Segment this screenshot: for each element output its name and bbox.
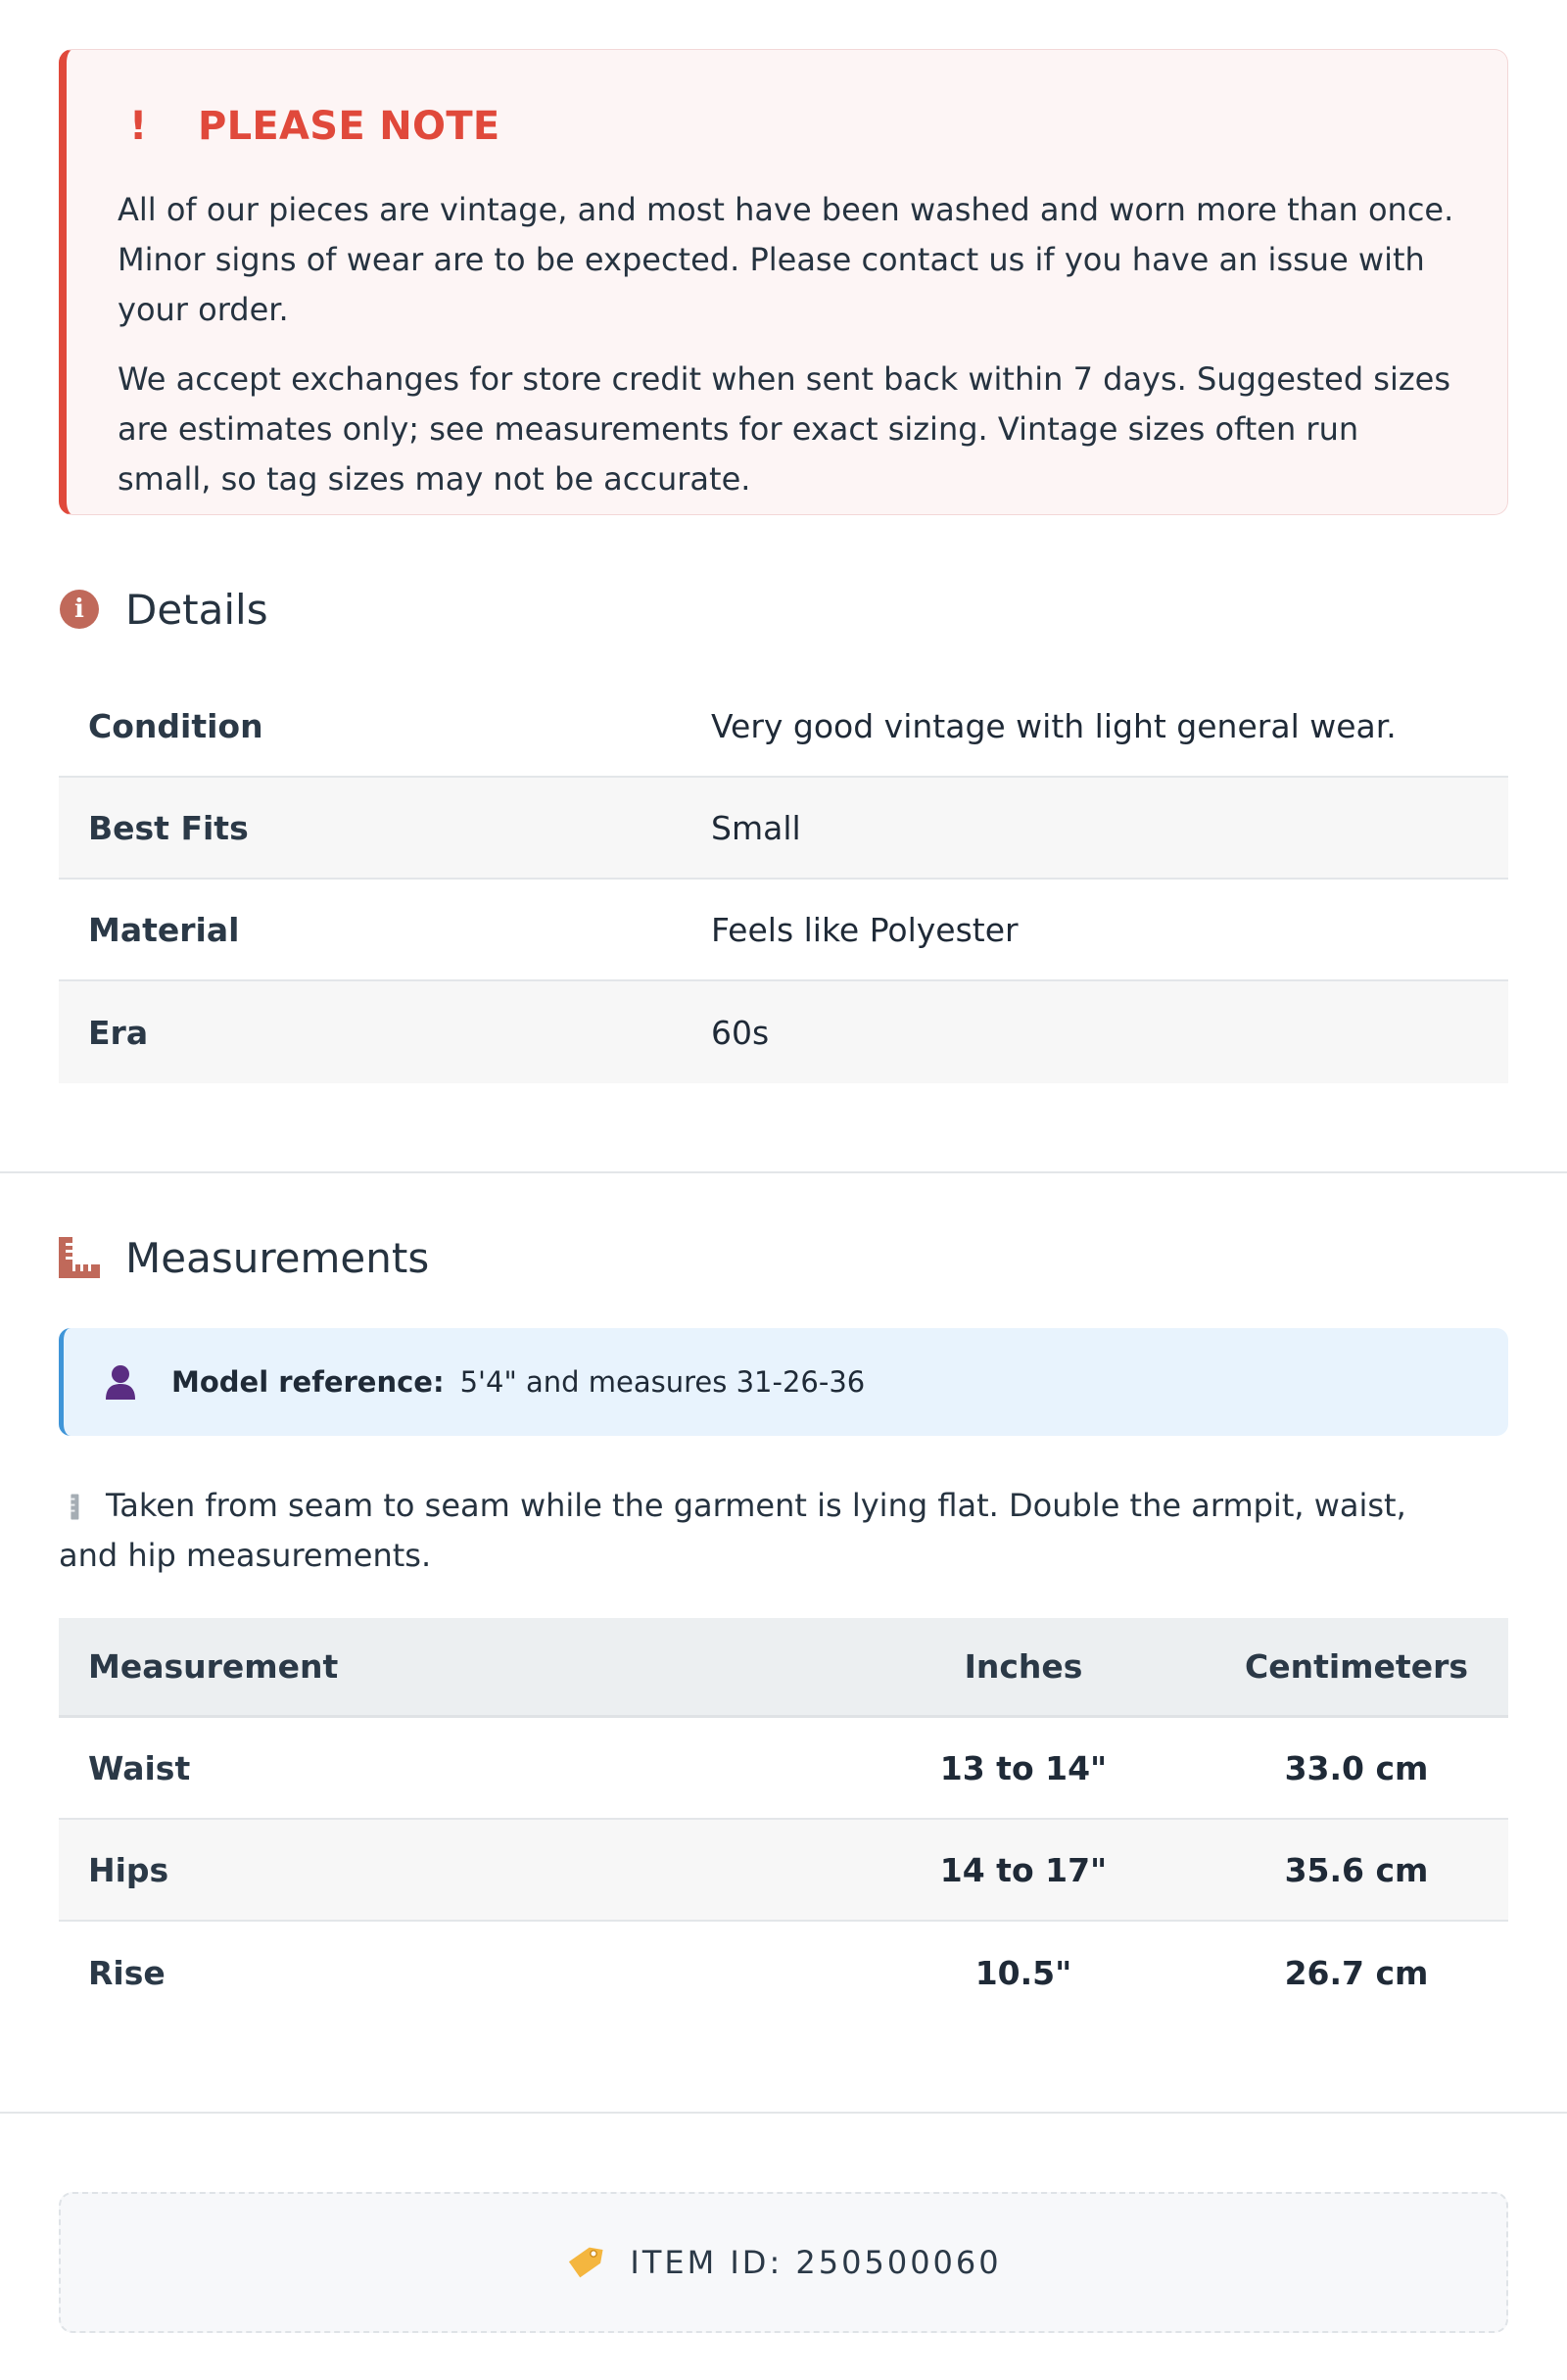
model-reference-label: Model reference: xyxy=(171,1365,445,1399)
notice-title: PLEASE NOTE xyxy=(198,104,500,149)
measurements-table xyxy=(59,1618,1508,2023)
measurement-note-text: Taken from seam to seam while the garment is lying flat. Double the armpit, waist, and hip measurements. xyxy=(59,1487,1406,1574)
measurement-inches: 14 to 17" xyxy=(939,1850,1108,1889)
details-label: Era xyxy=(88,1013,149,1052)
details-label: Condition xyxy=(88,706,263,745)
table-header-row xyxy=(59,1618,1508,1718)
column-header-inches: Inches xyxy=(964,1647,1083,1686)
measurement-cm: 35.6 cm xyxy=(1284,1850,1429,1889)
ruler-icon xyxy=(50,1476,109,1535)
details-value: Small xyxy=(711,808,801,847)
exclamation-icon: ! xyxy=(129,104,148,149)
measurement-name: Hips xyxy=(88,1850,169,1889)
table-row xyxy=(59,1718,1508,1820)
notice-paragraph-2: We accept exchanges for store credit when sent back within 7 days. Suggested sizes are estimates only; see measurements for exact sizing. Vintage sizes often run small, so tag sizes may not be accurate. xyxy=(118,360,1451,498)
info-circle-icon: i xyxy=(59,589,100,630)
table-row xyxy=(59,1820,1508,1922)
ruler-combined-icon xyxy=(59,1237,100,1278)
please-note-box xyxy=(59,49,1508,515)
notice-paragraph-1: All of our pieces are vintage, and most have been washed and worn more than once. Minor signs of wear are to be expected. Please contact us if you have an issue with your order. xyxy=(118,191,1454,328)
details-label: Best Fits xyxy=(88,808,249,847)
table-row xyxy=(59,1922,1508,2023)
measurement-cm: 26.7 cm xyxy=(1284,1953,1429,1992)
details-row-best-fits xyxy=(59,778,1508,880)
tag-icon xyxy=(565,2243,604,2282)
item-id-box xyxy=(59,2192,1508,2333)
measurements-header xyxy=(59,1233,429,1282)
model-reference-box xyxy=(59,1328,1508,1436)
notice-header xyxy=(118,104,1456,149)
user-icon xyxy=(103,1364,138,1400)
details-table xyxy=(59,676,1508,1083)
details-header xyxy=(59,585,268,634)
details-label: Material xyxy=(88,910,240,949)
column-header-centimeters: Centimeters xyxy=(1244,1647,1469,1686)
details-row-material xyxy=(59,880,1508,981)
details-row-condition xyxy=(59,676,1508,778)
details-row-era xyxy=(59,981,1508,1083)
details-value: Very good vintage with light general wear. xyxy=(711,706,1397,745)
details-title: Details xyxy=(125,585,268,634)
column-header-measurement: Measurement xyxy=(88,1647,339,1686)
measurement-cm: 33.0 cm xyxy=(1284,1748,1429,1787)
measurement-name: Waist xyxy=(88,1748,191,1787)
item-id-text: ITEM ID: 250500060 xyxy=(630,2244,1002,2281)
measurement-name: Rise xyxy=(88,1953,166,1992)
measurements-title: Measurements xyxy=(125,1233,430,1282)
section-divider xyxy=(0,1171,1567,1173)
model-reference-value: 5'4" and measures 31-26-36 xyxy=(459,1365,866,1399)
measurement-inches: 13 to 14" xyxy=(939,1748,1108,1787)
section-divider xyxy=(0,2112,1567,2114)
details-value: 60s xyxy=(711,1013,770,1052)
measurement-note xyxy=(59,1481,1469,1581)
details-value: Feels like Polyester xyxy=(711,910,1019,949)
measurement-inches: 10.5" xyxy=(974,1953,1072,1992)
